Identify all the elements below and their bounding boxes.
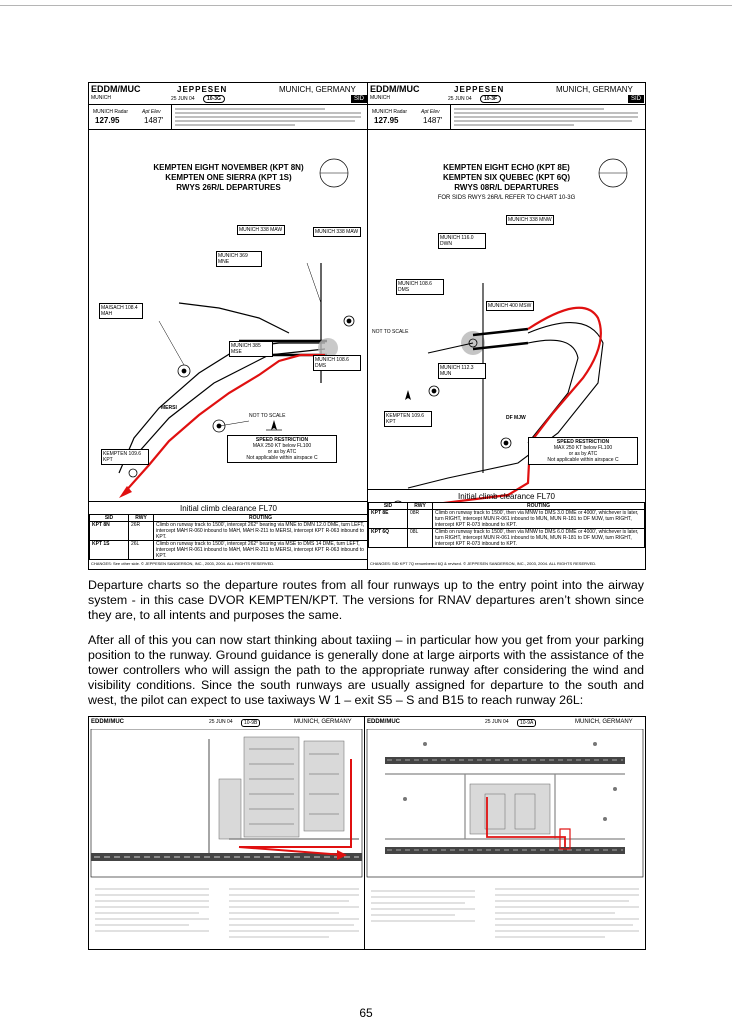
- radar-frequency: 127.95: [95, 116, 120, 125]
- fix-mersi: MERSI: [161, 405, 177, 411]
- radar-label: MUNICH Radar: [93, 109, 129, 115]
- fix-mnw-box: MUNICH 338 MAW: [237, 225, 285, 235]
- sid-title-1: KEMPTEN EIGHT ECHO (KPT 8E): [443, 163, 570, 172]
- not-to-scale: NOT TO SCALE: [249, 413, 286, 419]
- fix-df-mjw: DF MJW: [506, 415, 526, 421]
- chart-icao: EDDM/MUC: [367, 719, 400, 725]
- sid-routing-table: SID RWY ROUTING KPT 8E 08R Climb on runway track to 1500', then via MNW to DMS 3.0 DME or 4000', whichever is later, turn RIGHT, intercept MUN R-061 inbound to MUN, MUN R-181 to DF MJW, turn RIGHT, intercept KPT R-073 inbound to KPT. KPT 6Q 08L Climb on runway track to 1500', then via MNW to DMS 6.0 DME or 4000', whichever is later, turn RIGHT, intercept MUN R-061 inbound to MUN, MUN R-181 to DF MJW, turn RIGHT, intercept KPT R-073 inbound to KPT.: [368, 502, 645, 548]
- table-row: KPT 8N 26R Climb on runway track to 1500', intercept 262° bearing via MNE to DMN 12.0 DME, turn LEFT, intercept MAH R-060 inbound to MAH, MAH R-211 to MERSI, intercept KPT R-063 inbound to KPT.: [90, 522, 368, 541]
- fix-mse-box: MUNICH 385 MSE: [229, 341, 273, 357]
- sid-title-3: RWYS 26R/L DEPARTURES: [176, 183, 281, 192]
- table-row: KPT 6Q 08L Climb on runway track to 1500', then via MNW to DMS 6.0 DME or 4000', whichever is later, turn RIGHT, intercept MUN R-061 inbound to MUN, MUN R-181 to DF MJW, turn RIGHT, intercept KPT R-073 inbound to KPT.: [369, 529, 645, 548]
- radar-frequency: 127.95: [374, 116, 399, 125]
- page-number: 65: [359, 1006, 373, 1020]
- apt-elev-label: Apt Elev: [421, 109, 440, 115]
- chart-number: 10-9A: [517, 719, 536, 727]
- chart-footer: CHANGES: See other side. © JEPPESEN SANDERSON, INC., 2003, 2004. ALL RIGHTS RESERVED.: [91, 561, 275, 566]
- fix-kpt-box: KEMPTEN 109.6 KPT: [101, 449, 149, 465]
- paragraph-1: Departure charts so the departure routes from all four runways up to the entry point into the airway system - in this case DVOR KEMPTEN/KPT. The versions for RNAV departures aren’t shown since they are, to all intents and purposes the same.: [88, 578, 644, 622]
- sid-routing-table: SID RWY ROUTING KPT 8N 26R Climb on runway track to 1500', intercept 262° bearing via MNE to DMN 12.0 DME, turn LEFT, intercept MAH R-060 inbound to MAH, MAH R-211 to MERSI, intercept KPT R-063 inbound to KPT. KPT 1S 26L Climb on runway track to 1500', intercept 262° bearing via MSE to DMS 14 DME, turn LEFT, intercept MAH R-061 inbound to MAH, MAH R-211 to MERSI, intercept KPT R-063 inbound to KPT.: [89, 514, 368, 560]
- initial-climb-clearance: Initial climb clearance FL70: [180, 504, 277, 513]
- jeppesen-logo: JEPPESEN: [454, 85, 505, 94]
- fix-dms-box: MUNICH 108.6 DMS: [313, 355, 361, 371]
- taxi-chart-right: [364, 716, 646, 950]
- chart-date: 25 JUN 04: [448, 96, 472, 102]
- taxi-map-right: [365, 729, 645, 949]
- fix-mne-box: MUNICH 369 MNE: [216, 251, 262, 267]
- sid-tag: SID: [628, 95, 644, 103]
- fix-mun-box: MUNICH 112.3 MUN: [438, 363, 486, 379]
- chart-city: MUNICH, GERMANY: [279, 85, 356, 94]
- chart-city: MUNICH, GERMANY: [556, 85, 633, 94]
- chart-number: 10-3F: [480, 95, 501, 103]
- chart-icao: EDDM/MUC: [370, 84, 420, 94]
- speed-restriction-box: SPEED RESTRICTION MAX 250 KT below FL100 or as by ATC Not applicable within airspace C: [227, 435, 337, 463]
- chart-date: 25 JUN 04: [209, 719, 233, 725]
- taxi-map-left: [89, 729, 364, 949]
- chart-footer: CHANGES: SID KPT 7Q renumbered 6Q & revised. © JEPPESEN SANDERSON, INC., 2003, 2004. ALL RIGHTS RESERVED.: [370, 561, 597, 566]
- table-row: KPT 8E 08R Climb on runway track to 1500', then via MNW to DMS 3.0 DME or 4000', whichever is later, turn RIGHT, intercept MUN R-061 inbound to MUN, MUN R-181 to DF MJW, turn RIGHT, intercept KPT R-073 inbound to KPT.: [369, 510, 645, 529]
- chart-icao: EDDM/MUC: [91, 84, 141, 94]
- fix-mah-box: MAISACH 108.4 MAH: [99, 303, 143, 319]
- chart-number: 10-9B: [241, 719, 260, 727]
- sid-title-2: KEMPTEN ONE SIERRA (KPT 1S): [165, 173, 292, 182]
- sid-chart-left: [88, 82, 369, 570]
- chart-number: 10-3G: [203, 95, 225, 103]
- apt-elev: 1487': [144, 116, 164, 125]
- sid-tag: SID: [351, 95, 367, 103]
- chart-date: 25 JUN 04: [485, 719, 509, 725]
- chart-city: MUNICH, GERMANY: [575, 719, 633, 725]
- apt-elev: 1487': [423, 116, 443, 125]
- chart-city-small: MUNICH: [91, 95, 111, 101]
- not-to-scale: NOT TO SCALE: [372, 329, 409, 335]
- chart-city-small: MUNICH: [370, 95, 390, 101]
- jeppesen-logo: JEPPESEN: [177, 85, 228, 94]
- sid-title-note: FOR SIDS RWYS 26R/L REFER TO CHART 10-3G: [437, 195, 576, 201]
- initial-climb-clearance: Initial climb clearance FL70: [458, 492, 555, 501]
- notes-text-lines: [175, 107, 363, 127]
- sid-title-3: RWYS 08R/L DEPARTURES: [454, 183, 559, 192]
- apt-elev-label: Apt Elev: [142, 109, 161, 115]
- fix-mnw-box: MUNICH 338 MNW: [506, 215, 554, 225]
- fix-dwn-box: MUNICH 116.0 DWN: [438, 233, 486, 249]
- table-row: KPT 1S 26L Climb on runway track to 1500', intercept 262° bearing via MSE to DMS 14 DME, turn LEFT, intercept MAH R-061 inbound to MAH, MAH R-211 to MERSI, intercept KPT R-063 inbound to KPT.: [90, 541, 368, 560]
- speed-restriction-box: SPEED RESTRICTION MAX 250 KT below FL100 or as by ATC Not applicable within airspace C: [528, 437, 638, 465]
- chart-city: MUNICH, GERMANY: [294, 719, 352, 725]
- sid-title-1: KEMPTEN EIGHT NOVEMBER (KPT 8N): [153, 163, 304, 172]
- notes-text-lines: [454, 107, 640, 127]
- chart-date: 25 JUN 04: [171, 96, 195, 102]
- fix-maw-box: MUNICH 338 MAW: [313, 227, 361, 237]
- sid-title-2: KEMPTEN SIX QUEBEC (KPT 6Q): [442, 173, 571, 182]
- fix-msw-box: MUNICH 400 MSW: [486, 301, 534, 311]
- taxi-chart-left: [88, 716, 365, 950]
- top-rule: [0, 5, 732, 6]
- paragraph-2: After all of this you can now start thinking about taxiing – in particular how you get from your parking position to the runway. Ground guidance is generally done at large airports with the assistance of the tower controllers who will assign the path to the appropriate runway after considering the wind and visibility conditions. Since the south runways are usually assigned for departure to the south and west, the pilot can expect to use taxiways W 1 – exit S5 – S and B15 to reach runway 26L:: [88, 633, 644, 707]
- fix-dms-box: MUNICH 108.6 DMS: [396, 279, 444, 295]
- chart-icao: EDDM/MUC: [91, 719, 124, 725]
- sid-chart-right: [367, 82, 646, 570]
- fix-kpt-box: KEMPTEN 109.6 KPT: [384, 411, 432, 427]
- radar-label: MUNICH Radar: [372, 109, 408, 115]
